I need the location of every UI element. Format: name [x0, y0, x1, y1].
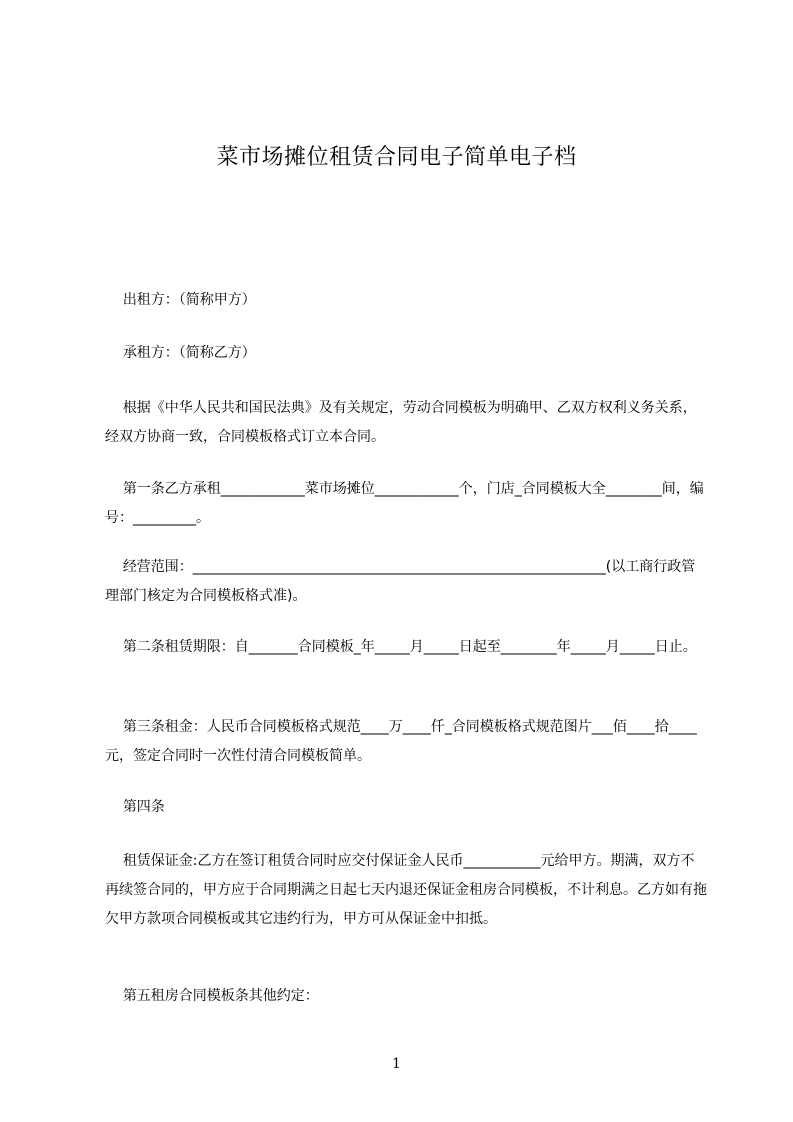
- article-2-paragraph: 第二条租赁期限：自_______合同模板_年_____月_____日起至________年_____月_____日止。: [105, 639, 697, 655]
- deposit-paragraph: 租赁保证金:乙方在签订租赁合同时应交付保证金人民币___________元给甲方。期满，双方不再续签合同的，甲方应于合同期满之日起七天内退还保证金租房合同模板，不计利息。乙方如有拖欠甲方款项合同模板或其它违约行为，甲方可从保证金中扣抵。: [105, 853, 707, 927]
- article-4-heading: 第四条: [105, 799, 165, 815]
- lessor-line: 出租方：（简称甲方）: [105, 292, 256, 308]
- preamble-paragraph: 根据《中华人民共和国民法典》及有关规定，劳动合同模板为明确甲、乙双方权利义务关系，经双方协商一致，合同模板格式订立本合同。: [105, 400, 697, 445]
- lessee-line: 承租方：（简称乙方）: [105, 345, 256, 361]
- article-5-paragraph: 第五租房合同模板条其他约定：: [105, 988, 319, 1004]
- business-scope-paragraph: 经营范围：___________________________________________________________(以工商行政管理部门核定为合同模板格式准)。: [105, 559, 696, 604]
- page-number: 1: [392, 1056, 401, 1072]
- document-title: 菜市场摊位租赁合同电子简单电子档: [216, 145, 577, 170]
- article-3-paragraph: 第三条租金：人民币合同模板格式规范____万____仟_合同模板格式规范图片___佰____拾____元，签定合同时一次性付清合同模板简单。: [105, 719, 697, 764]
- article-1-paragraph: 第一条乙方承租____________菜市场摊位____________个，门店_合同模板大全________间，编号：_________。: [105, 481, 704, 526]
